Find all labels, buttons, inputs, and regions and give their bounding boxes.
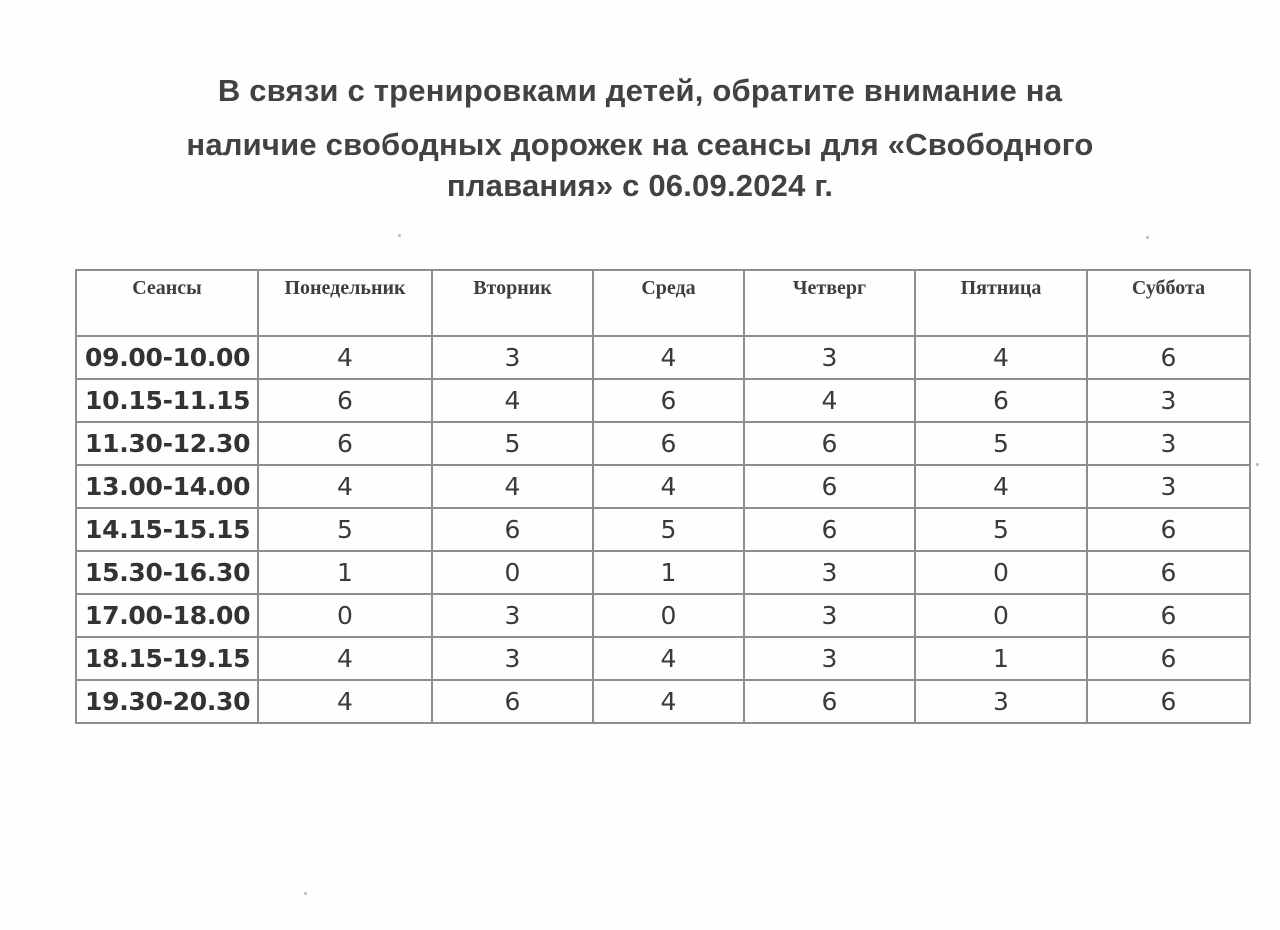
lane-count: 6 xyxy=(744,680,915,723)
header-saturday: Суббота xyxy=(1087,270,1250,336)
lane-count: 5 xyxy=(915,422,1087,465)
lane-count: 0 xyxy=(915,551,1087,594)
lane-count: 3 xyxy=(744,551,915,594)
lane-count: 6 xyxy=(432,680,593,723)
notice-line-3: плавания» с 06.09.2024 г. xyxy=(446,168,834,203)
lane-count: 1 xyxy=(915,637,1087,680)
session-time: 19.30-20.30 xyxy=(76,680,258,723)
table-row xyxy=(76,680,1250,723)
lane-count: 4 xyxy=(258,680,432,723)
header-monday: Понедельник xyxy=(258,270,432,336)
lane-count: 3 xyxy=(432,637,593,680)
lane-count: 6 xyxy=(1087,508,1250,551)
session-time: 14.15-15.15 xyxy=(76,508,258,551)
lane-count: 3 xyxy=(915,680,1087,723)
session-time: 13.00-14.00 xyxy=(76,465,258,508)
table-row xyxy=(76,508,1250,551)
lane-count: 4 xyxy=(258,465,432,508)
lane-count: 6 xyxy=(744,422,915,465)
session-time: 11.30-12.30 xyxy=(76,422,258,465)
lane-count: 4 xyxy=(593,637,744,680)
lane-count: 4 xyxy=(593,680,744,723)
session-time: 17.00-18.00 xyxy=(76,594,258,637)
lane-count: 4 xyxy=(915,465,1087,508)
session-time: 10.15-11.15 xyxy=(76,379,258,422)
lane-count: 6 xyxy=(258,422,432,465)
lane-count: 0 xyxy=(915,594,1087,637)
lane-count: 3 xyxy=(1087,422,1250,465)
lane-count: 1 xyxy=(258,551,432,594)
lane-count: 3 xyxy=(432,336,593,379)
scan-speck xyxy=(1146,236,1149,239)
header-sessions: Сеансы xyxy=(76,270,258,336)
lane-count: 3 xyxy=(744,637,915,680)
lane-count: 1 xyxy=(593,551,744,594)
lane-count: 4 xyxy=(744,379,915,422)
table-header-row xyxy=(76,270,1250,336)
lane-count: 6 xyxy=(915,379,1087,422)
lane-count: 6 xyxy=(432,508,593,551)
lane-count: 6 xyxy=(1087,637,1250,680)
lane-count: 0 xyxy=(258,594,432,637)
scan-speck xyxy=(304,892,307,895)
table-row xyxy=(76,594,1250,637)
header-friday: Пятница xyxy=(915,270,1087,336)
header-thursday: Четверг xyxy=(744,270,915,336)
table-row xyxy=(76,336,1250,379)
header-wednesday: Среда xyxy=(593,270,744,336)
table-row xyxy=(76,551,1250,594)
lane-count: 5 xyxy=(432,422,593,465)
lane-count: 5 xyxy=(258,508,432,551)
scan-speck xyxy=(398,234,401,237)
lane-count: 5 xyxy=(915,508,1087,551)
lane-count: 4 xyxy=(258,336,432,379)
lane-count: 6 xyxy=(593,379,744,422)
lane-count: 6 xyxy=(744,508,915,551)
lane-count: 3 xyxy=(1087,379,1250,422)
lane-count: 3 xyxy=(432,594,593,637)
lane-count: 5 xyxy=(593,508,744,551)
table-row xyxy=(76,422,1250,465)
lane-count: 0 xyxy=(432,551,593,594)
lane-count: 4 xyxy=(432,379,593,422)
lane-count: 4 xyxy=(915,336,1087,379)
table-row xyxy=(76,637,1250,680)
lane-count: 6 xyxy=(744,465,915,508)
session-time: 18.15-19.15 xyxy=(76,637,258,680)
session-time: 15.30-16.30 xyxy=(76,551,258,594)
notice-line-1: В связи с тренировками детей, обратите внимание на xyxy=(217,73,1063,108)
lane-count: 6 xyxy=(1087,551,1250,594)
scan-speck xyxy=(1256,463,1259,466)
lane-count: 3 xyxy=(744,594,915,637)
lane-count: 6 xyxy=(1087,336,1250,379)
lane-count: 4 xyxy=(593,465,744,508)
lane-count: 4 xyxy=(258,637,432,680)
lane-count: 6 xyxy=(258,379,432,422)
lane-count: 4 xyxy=(432,465,593,508)
lane-count: 6 xyxy=(1087,680,1250,723)
lane-availability-table xyxy=(75,269,1251,724)
lane-count: 6 xyxy=(1087,594,1250,637)
lane-count: 0 xyxy=(593,594,744,637)
notice-line-2: наличие свободных дорожек на сеансы для «Свободного xyxy=(186,127,1094,162)
table-row xyxy=(76,379,1250,422)
session-time: 09.00-10.00 xyxy=(76,336,258,379)
table-row xyxy=(76,465,1250,508)
lane-count: 3 xyxy=(744,336,915,379)
lane-count: 6 xyxy=(593,422,744,465)
lane-count: 4 xyxy=(593,336,744,379)
lane-count: 3 xyxy=(1087,465,1250,508)
header-tuesday: Вторник xyxy=(432,270,593,336)
